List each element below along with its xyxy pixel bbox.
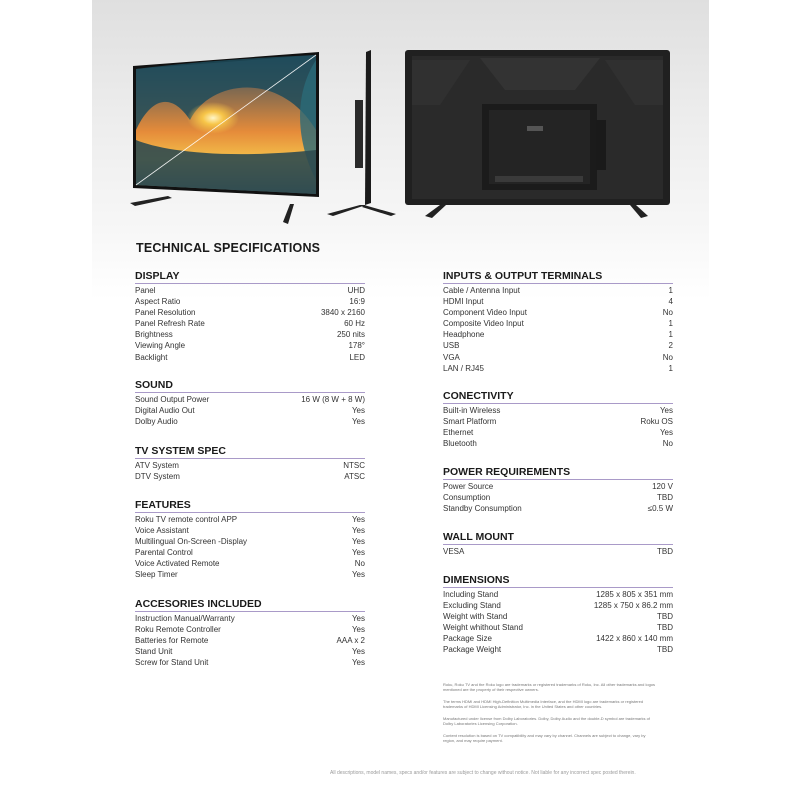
spec-section-display (135, 269, 365, 363)
spec-label: Parental Control (135, 548, 193, 558)
spec-row (135, 536, 365, 547)
section-divider (135, 283, 365, 284)
spec-row (135, 613, 365, 624)
spec-value: Yes (351, 406, 365, 416)
spec-value: 1285 x 750 x 86.2 mm (593, 601, 673, 611)
section-title: INPUTS & OUTPUT TERMINALS (443, 270, 603, 282)
spec-label: Standby Consumption (443, 504, 522, 514)
spec-section-sound (135, 378, 365, 427)
spec-value: Yes (659, 406, 673, 415)
spec-row (135, 460, 365, 471)
spec-value: 178° (348, 341, 365, 351)
spec-label: Stand Unit (135, 647, 173, 657)
spec-label: Package Size (443, 634, 492, 644)
spec-row (135, 635, 365, 646)
page-title: TECHNICAL SPECIFICATIONS (136, 241, 321, 255)
section-divider (443, 403, 673, 404)
spec-row (135, 514, 365, 525)
spec-label: Composite Video Input (443, 319, 524, 329)
spec-section-connectivity (443, 389, 673, 449)
spec-label: Digital Audio Out (135, 406, 195, 416)
spec-value: Yes (351, 625, 365, 635)
section-divider (443, 479, 673, 480)
spec-label: Package Weight (443, 645, 502, 655)
spec-row (135, 329, 365, 340)
section-divider (135, 611, 365, 612)
spec-row (135, 340, 365, 351)
spec-label: Consumption (443, 493, 491, 503)
section-title: FEATURES (135, 499, 191, 511)
spec-row (135, 657, 365, 668)
spec-row (135, 471, 365, 482)
spec-label: ATV System (135, 461, 179, 470)
spec-row (443, 546, 673, 557)
spec-label: Bluetooth (443, 439, 477, 449)
legal-note-roku: Roku, Roku TV and the Roku logo are trademarks or registered trademarks of Roku, Inc. All other trademarks and logos mentioned are the property of their respective owners. (443, 682, 656, 692)
spec-label: Smart Platform (443, 417, 497, 427)
spec-row (443, 405, 673, 416)
section-title: DIMENSIONS (443, 574, 510, 586)
spec-value: NTSC (343, 461, 365, 470)
spec-value: AAA x 2 (336, 636, 365, 646)
spec-value: 120 V (652, 482, 673, 491)
spec-row (443, 611, 673, 622)
spec-row (443, 438, 673, 449)
section-title: ACCESORIES INCLUDED (135, 598, 262, 610)
spec-label: Dolby Audio (135, 417, 178, 427)
spec-row (443, 600, 673, 611)
spec-value: 1 (668, 330, 673, 340)
spec-row (135, 624, 365, 635)
spec-row (135, 352, 365, 363)
spec-row (443, 427, 673, 438)
spec-value: 4 (668, 297, 673, 307)
footer-disclaimer: All descriptions, model names, specs and/or features are subject to change without notice. Not liable for any incorrect spec posted therein. (330, 770, 636, 776)
spec-value: 2 (668, 341, 673, 351)
spec-row (443, 492, 673, 503)
spec-label: Cable / Antenna Input (443, 286, 520, 295)
spec-row (135, 646, 365, 657)
spec-section-inputs-outputs (443, 269, 673, 374)
spec-section-wall-mount (443, 530, 673, 557)
legal-note-hdmi: The terms HDMI and HDMI High-Definition Multimedia Interface, and the HDMI logo are trademarks or registered trademarks of HDMI Licensing Administrator, Inc. in the United States and other countries. (443, 699, 644, 709)
spec-row (443, 340, 673, 351)
section-divider (443, 283, 673, 284)
spec-value: 16:9 (349, 297, 365, 307)
spec-value: ≤0.5 W (647, 504, 673, 514)
section-title: POWER REQUIREMENTS (443, 466, 571, 478)
tv-front-image (130, 52, 319, 224)
spec-value: 1285 x 805 x 351 mm (596, 590, 673, 599)
spec-value: 16 W (8 W + 8 W) (301, 395, 365, 404)
product-images (0, 0, 800, 230)
section-divider (135, 458, 365, 459)
spec-label: Panel Resolution (135, 308, 196, 318)
spec-label: LAN / RJ45 (443, 363, 484, 373)
spec-row (443, 416, 673, 427)
spec-row (443, 352, 673, 363)
spec-row (443, 285, 673, 296)
spec-label: Voice Activated Remote (135, 559, 220, 569)
spec-value: Yes (659, 428, 673, 438)
spec-value: 250 nits (336, 330, 365, 340)
spec-label: Sleep Timer (135, 570, 178, 580)
spec-label: Viewing Angle (135, 341, 186, 351)
spec-label: VESA (443, 547, 465, 556)
section-divider (443, 544, 673, 545)
spec-value: UHD (347, 286, 365, 295)
section-divider (135, 512, 365, 513)
spec-value: TBD (657, 623, 673, 633)
spec-label: Voice Assistant (135, 526, 189, 536)
spec-label: Screw for Stand Unit (135, 658, 209, 668)
spec-value: Yes (351, 658, 365, 668)
legal-note-content: Content resolution is based on TV compatibility and may vary by channel. Channels are subject to change, vary by region, and may require payment. (443, 733, 646, 743)
spec-label: Excluding Stand (443, 601, 501, 611)
spec-row (135, 285, 365, 296)
spec-value: Yes (351, 417, 365, 427)
spec-row (443, 589, 673, 600)
spec-label: Backlight (135, 352, 168, 362)
spec-row (443, 503, 673, 514)
spec-label: Multilingual On-Screen -Display (135, 537, 248, 547)
spec-value: Roku OS (640, 417, 673, 427)
spec-label: VGA (443, 352, 460, 362)
spec-row (443, 307, 673, 318)
spec-value: 1422 x 860 x 140 mm (596, 634, 673, 644)
spec-row (443, 481, 673, 492)
spec-value: LED (349, 352, 365, 362)
spec-label: DTV System (135, 472, 180, 482)
spec-value: Yes (351, 537, 365, 547)
section-title: TV SYSTEM SPEC (135, 445, 227, 457)
spec-row (135, 307, 365, 318)
section-title: WALL MOUNT (443, 531, 514, 543)
spec-label: Roku Remote Controller (135, 625, 221, 635)
spec-label: Panel (135, 286, 156, 295)
spec-value: Yes (351, 614, 365, 623)
spec-value: TBD (657, 547, 673, 556)
spec-label: Aspect Ratio (135, 297, 181, 307)
spec-row (443, 644, 673, 655)
spec-row (135, 558, 365, 569)
spec-value: No (354, 559, 365, 569)
spec-label: Weight with Stand (443, 612, 508, 622)
spec-value: TBD (657, 612, 673, 622)
section-divider (135, 392, 365, 393)
spec-label: Instruction Manual/Warranty (135, 614, 235, 623)
spec-row (443, 633, 673, 644)
spec-row (135, 405, 365, 416)
spec-value: 3840 x 2160 (320, 308, 365, 318)
spec-row (135, 296, 365, 307)
spec-value: 1 (668, 319, 673, 329)
spec-label: Built-in Wireless (443, 406, 501, 415)
spec-label: Weight whithout Stand (443, 623, 523, 633)
spec-label: Brightness (135, 330, 173, 340)
spec-section-dimensions (443, 573, 673, 656)
tv-side-image (327, 50, 396, 216)
spec-label: Sound Output Power (135, 395, 210, 404)
spec-value: TBD (657, 645, 673, 655)
spec-value: Yes (351, 570, 365, 580)
spec-label: Roku TV remote control APP (135, 515, 238, 524)
spec-value: ATSC (344, 472, 365, 482)
spec-value: TBD (657, 493, 673, 503)
spec-row (443, 296, 673, 307)
section-divider (443, 587, 673, 588)
legal-note-dolby: Manufactured under license from Dolby Laboratories. Dolby, Dolby Audio and the double-D symbol are trademarks of Dolby Laboratories Licensing Corporation. (443, 716, 650, 726)
spec-label: Panel Refresh Rate (135, 319, 205, 329)
spec-row (135, 525, 365, 536)
spec-value: No (662, 308, 673, 318)
spec-label: Ethernet (443, 428, 474, 438)
spec-value: Yes (351, 647, 365, 657)
spec-value: Yes (351, 515, 365, 524)
spec-value: Yes (351, 548, 365, 558)
spec-label: Including Stand (443, 590, 499, 599)
spec-label: Power Source (443, 482, 494, 491)
spec-row (135, 318, 365, 329)
spec-row (135, 394, 365, 405)
section-title: DISPLAY (135, 270, 180, 282)
section-title: CONECTIVITY (443, 390, 514, 402)
spec-value: 1 (668, 363, 673, 373)
spec-label: Batteries for Remote (135, 636, 209, 646)
spec-section-features (135, 498, 365, 581)
tv-back-image (405, 50, 670, 218)
spec-row (135, 547, 365, 558)
spec-label: HDMI Input (443, 297, 484, 307)
spec-section-tv-system (135, 444, 365, 482)
section-title: SOUND (135, 379, 173, 391)
spec-label: Headphone (443, 330, 485, 340)
spec-value: 60 Hz (344, 319, 365, 329)
spec-section-power (443, 465, 673, 514)
spec-value: No (662, 439, 673, 449)
spec-row (443, 622, 673, 633)
spec-value: 1 (668, 286, 673, 295)
spec-row (443, 329, 673, 340)
spec-row (135, 569, 365, 580)
spec-value: Yes (351, 526, 365, 536)
spec-row (443, 363, 673, 374)
spec-row (135, 416, 365, 427)
spec-label: USB (443, 341, 460, 351)
spec-value: No (662, 352, 673, 362)
spec-section-accessories (135, 597, 365, 668)
spec-label: Component Video Input (443, 308, 527, 318)
spec-row (443, 318, 673, 329)
